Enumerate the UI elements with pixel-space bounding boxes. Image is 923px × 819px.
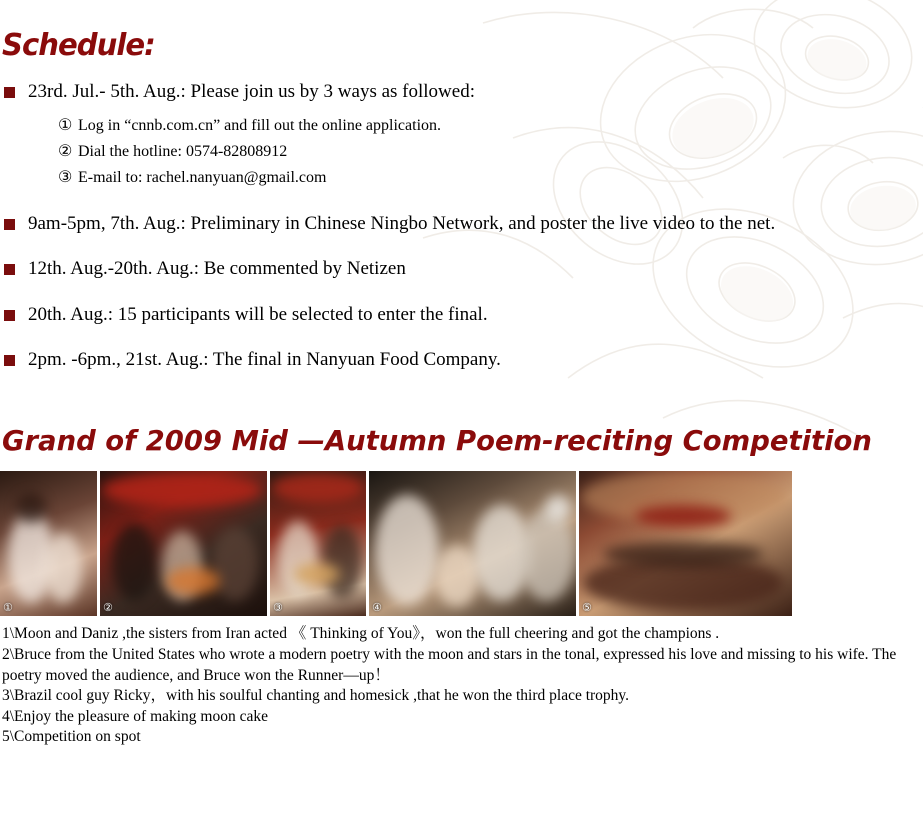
document-page [0,28,923,748]
photo-number: ③ [273,601,283,615]
sub-list [28,113,923,191]
sub-item-label: Dial the hotline: 0574-82808912 [78,143,288,161]
sub-item-label: Log in “cnnb.com.cn” and fill out the online application. [78,117,442,135]
square-bullet-icon [4,355,15,366]
photo-2 [100,471,267,616]
list-item [4,292,923,337]
list-item [4,337,923,382]
photo-number: ④ [372,601,382,615]
photo-number: ② [103,601,113,615]
photo-strip [0,471,795,616]
schedule-item-label: 20th. Aug.: 15 participants will be selected to enter the final. [28,303,488,325]
list-item [4,201,923,246]
photo-3 [270,471,366,616]
photo-1 [0,471,97,616]
sub-list-item [58,139,923,165]
schedule-item-text-0 [28,80,923,191]
sub-list-item [58,165,923,191]
photo-number: ⑤ [582,601,592,615]
caption-line-4: 4\Enjoy the pleasure of making moon cake [2,707,269,725]
schedule-list [0,69,923,382]
schedule-item-label: 2pm. -6pm., 21st. Aug.: The final in Nanyuan Food Company. [28,348,501,370]
schedule-item-label: 23rd. Jul.- 5th. Aug.: Please join us by 3 ways as followed: [28,81,475,102]
caption-block [2,624,923,748]
square-bullet-icon [4,87,15,98]
photo-4 [369,471,576,616]
list-item [4,69,923,201]
caption-line-3: 3\Brazil cool guy Ricky，with his soulful chanting and homesick ,that he won the third place trophy. [2,687,630,705]
sub-list-item [58,113,923,139]
page-title: Schedule: [2,28,155,63]
square-bullet-icon [4,219,15,230]
caption-line-2: 2\Bruce from the United States who wrote a modern poetry with the moon and stars in the tonal, expressed his love and missing to his wife. The poetry moved the audience, and Bruce won the Runner—up！ [2,645,897,684]
circled-number-icon: ② [58,143,73,161]
circled-number-icon: ③ [58,169,73,187]
list-item [4,246,923,291]
caption-line-5: 5\Competition on spot [2,728,141,746]
square-bullet-icon [4,264,15,275]
photo-number: ① [3,601,13,615]
sub-item-label: E-mail to: rachel.nanyuan@gmail.com [78,169,327,187]
circled-number-icon: ① [58,117,73,135]
photo-5 [579,471,792,616]
caption-line-1: 1\Moon and Daniz ,the sisters from Iran acted 《 Thinking of You》，won the full cheering and got the champions . [2,625,720,643]
schedule-item-label: 12th. Aug.-20th. Aug.: Be commented by Netizen [28,258,406,280]
square-bullet-icon [4,310,15,321]
section-title-grand: Grand of 2009 Mid —Autumn Poem-reciting Competition [2,424,872,458]
schedule-item-label: 9am-5pm, 7th. Aug.: Preliminary in Chinese Ningbo Network, and poster the live video to the net. [28,213,776,235]
